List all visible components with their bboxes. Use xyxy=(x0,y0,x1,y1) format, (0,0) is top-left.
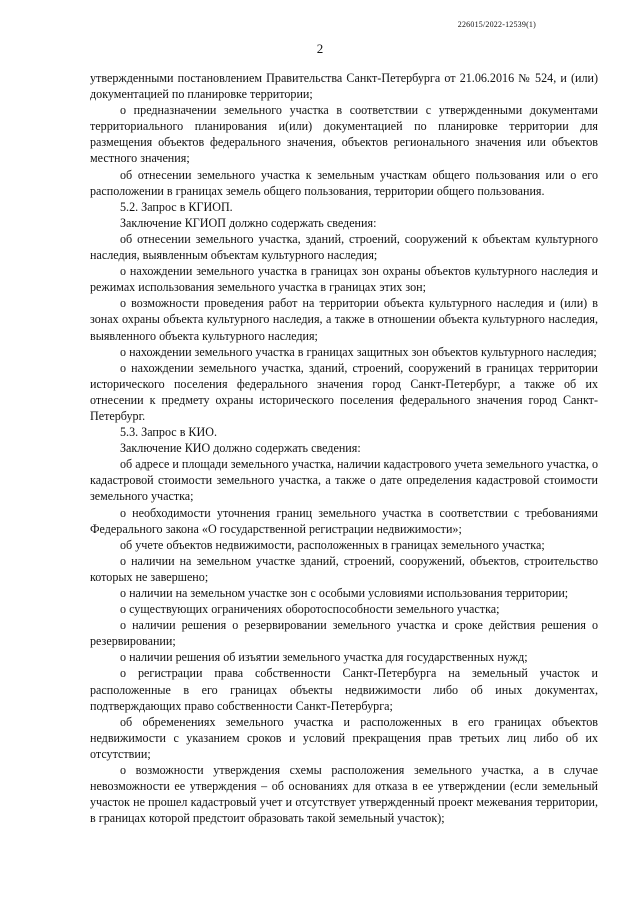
paragraph: об отнесении земельного участка, зданий, строений, сооружений к объектам культурного наследия, выявленным объектам культурного наследия; xyxy=(90,231,598,263)
paragraph: об учете объектов недвижимости, расположенных в границах земельного участка; xyxy=(120,537,545,552)
paragraph: о регистрации права собственности Санкт-Петербурга на земельный участок и расположенные в его границах объекты недвижимости либо об иных документах, подтверждающих право собственности Санкт-Петербурга; xyxy=(90,666,598,713)
paragraph: о наличии на земельном участке зданий, строений, сооружений, объектов, строительство которых не завершено; xyxy=(90,553,598,584)
paragraph: о наличии решения о резервировании земельного участка и сроке действия решения о резервировании; xyxy=(90,618,598,649)
paragraph: о нахождении земельного участка в границах защитных зон объектов культурного наследия; xyxy=(120,344,597,359)
paragraph: Заключение КГИОП должно содержать сведения: xyxy=(120,215,377,230)
paragraph: об отнесении земельного участка к земельным участкам общего пользования или о его расположении в границах земель общего пользования, территории общего пользования. xyxy=(90,167,598,198)
paragraph: о возможности проведения работ на территории объекта культурного наследия и (или) в зонах охраны объекта культурного наследия, а также в отношении объекта культурного наследия, выявленного объекта культурного наследия; xyxy=(90,296,598,343)
paragraph: Заключение КИО должно содержать сведения: xyxy=(120,441,361,456)
section-heading: 5.3. Запрос в КИО. xyxy=(120,425,217,440)
paragraph: об адресе и площади земельного участка, наличии кадастрового учета земельного участка, о кадастровой стоимости земельного участка, а также о дате определения кадастровой стоимости земельного участка; xyxy=(90,457,598,504)
paragraph: о предназначении земельного участка в соответствии с утвержденными документами территориального планирования и(или) документацией по планировке территории для размещения объектов федерального значения, объектов регионального значения или объектов местного значения; xyxy=(90,103,598,166)
paragraph: утвержденными постановлением Правительства Санкт-Петербурга от 21.06.2016 № 524, и (или) документацией по планировке территории; xyxy=(90,71,598,102)
document-body xyxy=(90,70,598,826)
paragraph: о существующих ограничениях оборотоспособности земельного участка; xyxy=(120,602,500,617)
page-number: 2 xyxy=(316,41,324,56)
paragraph: о нахождении земельного участка в границах зон охраны объектов культурного наследия и режимах использования земельного участка в границах этих зон; xyxy=(90,264,598,295)
paragraph: о наличии на земельном участке зон с особыми условиями использования территории; xyxy=(120,586,569,600)
document-number: 226015/2022-12539(1) xyxy=(457,20,536,29)
paragraph: о нахождении земельного участка, зданий, строений, сооружений в границах территории исторического поселения федерального значения город Санкт-Петербург, а также об их отнесении к предмету охраны исторического поселения федерального значения город Санкт-Петербург. xyxy=(90,360,598,423)
paragraph: об обременениях земельного участка и расположенных в его границах объектов недвижимости с указанием сроков и условий прекращения прав третьих лиц либо об их отсутствии; xyxy=(90,714,598,761)
paragraph: о необходимости уточнения границ земельного участка в соответствии с требованиями Федерального закона «О государственной регистрации недвижимости»; xyxy=(90,505,598,536)
paragraph: о наличии решения об изъятии земельного участка для государственных нужд; xyxy=(120,650,528,665)
section-heading: 5.2. Запрос в КГИОП. xyxy=(120,199,233,214)
paragraph: о возможности утверждения схемы расположения земельного участка, а в случае невозможности ее утверждения – об основаниях для отказа в ее утверждении (если земельный участок не прошел кадастровый учет и отсутствует утвержденный проект межевания территории, в границах которой предстоит образовать такой земельный участок); xyxy=(90,763,598,826)
